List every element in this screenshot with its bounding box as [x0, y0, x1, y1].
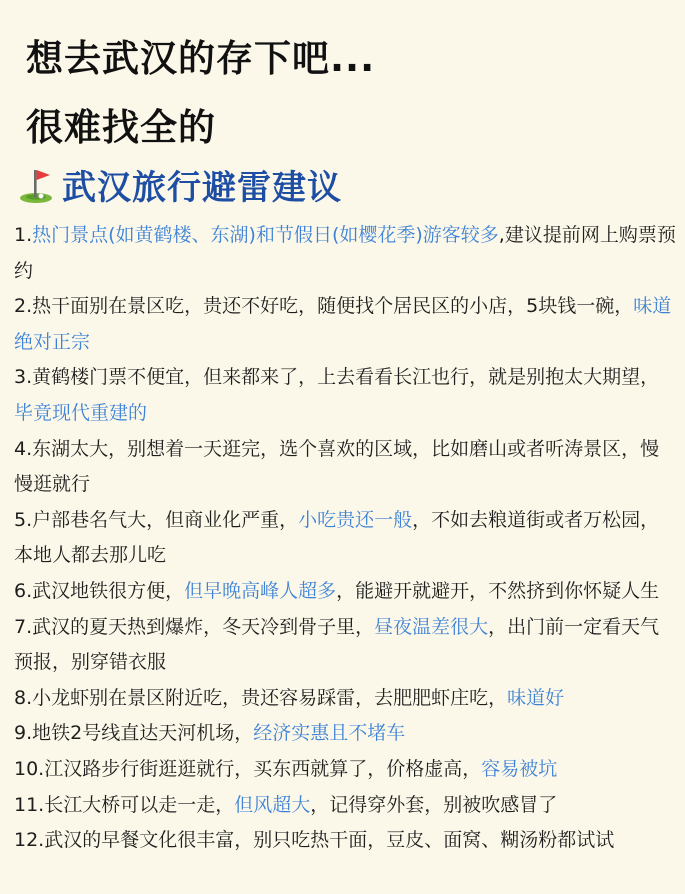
tip-highlight: 经济实惠且不堵车	[253, 722, 406, 745]
tip-highlight: 热门景点(如黄鹤楼、东湖)和节假日(如樱花季)游客较多	[32, 224, 499, 246]
tip-text: 长江大桥可以走一走，	[44, 793, 235, 816]
tip-text: 地铁2号线直达天河机场，	[32, 722, 254, 745]
tip-text: 武汉的夏天热到爆炸，冬天冷到骨子里，	[32, 615, 375, 638]
tip-text: 武汉地铁很方便，	[32, 579, 185, 602]
tip-item	[14, 574, 676, 610]
tip-number: 11.	[14, 793, 45, 816]
tip-item	[14, 289, 676, 360]
tip-item	[14, 360, 676, 431]
headline-line-2: 很难找全的	[26, 106, 216, 149]
section-title: 武汉旅行避雷建议	[62, 168, 342, 208]
tip-item	[14, 432, 676, 503]
tip-number: 2.	[14, 295, 33, 318]
headline-line-1: 想去武汉的存下吧...	[26, 37, 376, 80]
tip-highlight: 容易被坑	[481, 757, 558, 780]
tip-highlight: 味道绝对正宗	[14, 295, 672, 353]
tip-highlight: 但风超大	[234, 793, 311, 816]
tip-item	[14, 752, 676, 788]
tip-item	[14, 716, 676, 752]
tip-text: 东湖太大，别想着一天逛完，选个喜欢的区域，比如磨山或者听涛景区，慢慢逛就行	[14, 437, 660, 496]
tip-number: 4.	[14, 437, 33, 460]
tip-text: 武汉的早餐文化很丰富，别只吃热干面，豆皮、面窝、糊汤粉都试试	[44, 829, 615, 852]
tip-text-after: ，不如去粮道街或者万松园，本地人都去那儿吃	[14, 508, 660, 567]
tip-number: 7.	[14, 615, 33, 638]
section-heading	[16, 160, 342, 209]
tip-item	[14, 218, 676, 289]
tip-number: 5.	[14, 508, 33, 531]
tip-text: 黄鹤楼门票不便宜，但来都来了，上去看看长江也行，就是别抱太大期望，	[32, 366, 660, 389]
tip-text-after: ,建议提前网上购票预约	[14, 224, 676, 282]
tip-highlight: 毕竟现代重建的	[14, 401, 148, 424]
golf-flag-icon	[16, 165, 56, 205]
tip-item	[14, 503, 676, 574]
tip-number: 12.	[14, 829, 45, 852]
tip-text-after: ，能避开就避开，不然挤到你怀疑人生	[336, 579, 660, 602]
tip-number: 9.	[14, 722, 33, 745]
tip-item	[14, 788, 676, 824]
tip-highlight: 味道好	[507, 686, 565, 709]
tip-highlight: 但早晚高峰人超多	[184, 579, 337, 602]
tip-number: 10.	[14, 757, 45, 780]
tip-number: 6.	[14, 579, 33, 602]
tip-highlight: 小吃贵还一般	[298, 508, 413, 531]
tip-number: 8.	[14, 686, 33, 709]
tip-text: 户部巷名气大，但商业化严重，	[32, 508, 299, 531]
tip-item	[14, 823, 676, 859]
tip-highlight: 昼夜温差很大	[374, 615, 489, 638]
tip-item	[14, 681, 676, 717]
tip-item	[14, 610, 676, 681]
tip-number: 1.	[14, 224, 33, 246]
tips-list	[14, 218, 676, 859]
tip-number: 3.	[14, 366, 33, 389]
tip-text-after: ，出门前一定看天气预报，别穿错衣服	[14, 615, 660, 674]
tip-text-after: ，记得穿外套，别被吹感冒了	[310, 793, 558, 816]
tip-text: 小龙虾别在景区附近吃，贵还容易踩雷，去肥肥虾庄吃，	[32, 686, 508, 709]
tip-text: 热干面别在景区吃，贵还不好吃，随便找个居民区的小店，5块钱一碗，	[32, 295, 634, 318]
tip-text: 江汉路步行街逛逛就行，买东西就算了，价格虚高，	[44, 757, 482, 780]
